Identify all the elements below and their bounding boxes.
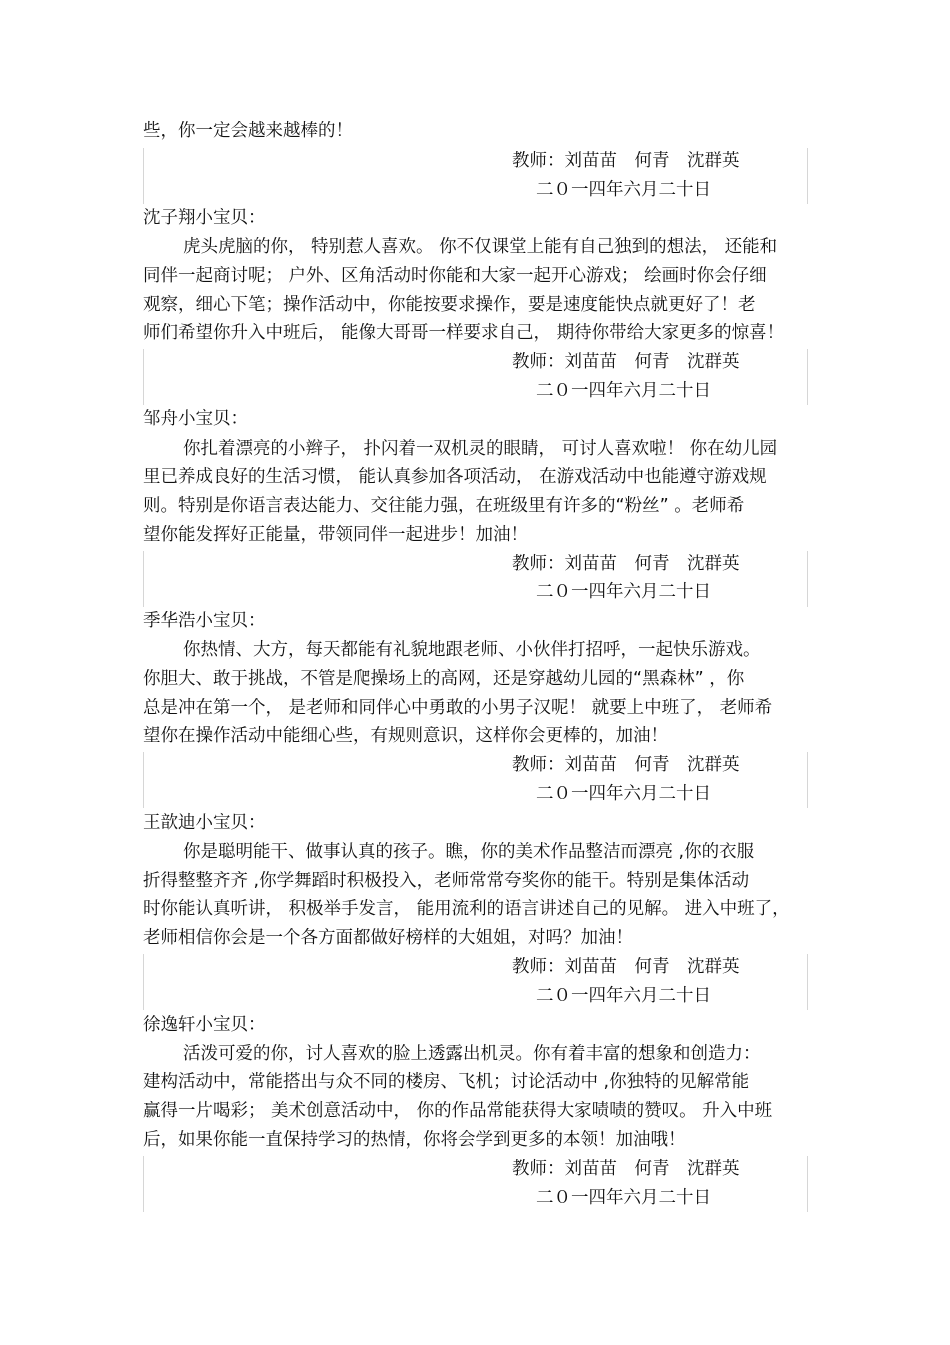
entry-name: 季华浩小宝贝： [143,611,266,631]
signature-date: 二０一四年六月二十日 [536,986,711,1006]
teacher-signature: 教师：刘苗苗 何青 沈群英 [512,554,740,574]
signature-date: 二０一四年六月二十日 [536,381,711,401]
entry-text-line: 观察，细心下笔；操作活动中，你能按要求操作，要是速度能快点就更好了！老 [143,295,756,315]
teacher-signature: 教师：刘苗苗 何青 沈群英 [512,755,740,775]
entry-text-line: 望你在操作活动中能细心些，有规则意识，这样你会更棒的，加油！ [143,726,668,746]
table-rule-right [807,954,808,1010]
entry-name: 徐逸轩小宝贝： [143,1015,266,1035]
entry-text-line: 望你能发挥好正能量，带领同伴一起进步！加油！ [143,525,528,545]
entry-text-line: 里已养成良好的生活习惯， 能认真参加各项活动， 在游戏活动中也能遵守游戏规 [143,467,767,487]
entry-text-line: 时你能认真听讲， 积极举手发言， 能用流利的语言讲述自己的见解。 进入中班了， [143,899,790,919]
entry-name: 王歆迪小宝贝： [143,813,266,833]
entry-text-line: 活泼可爱的你，讨人喜欢的脸上透露出机灵。你有着丰富的想象和创造力： [183,1044,761,1064]
table-rule-left [143,1156,144,1212]
signature-date: 二０一四年六月二十日 [536,180,711,200]
table-rule-left [143,349,144,405]
teacher-signature: 教师：刘苗苗 何青 沈群英 [512,1159,740,1179]
entry-name: 邹舟小宝贝： [143,409,248,429]
table-rule-left [143,954,144,1010]
entry-text-line: 折得整整齐齐 ,你学舞蹈时积极投入，老师常常夸奖你的能干。特别是集体活动 [143,871,750,891]
teacher-signature: 教师：刘苗苗 何青 沈群英 [512,352,740,372]
entry-text-line: 则。特别是你语言表达能力、交往能力强，在班级里有许多的“粉丝” 。老师希 [143,496,745,516]
entry-text-line: 同伴一起商讨呢； 户外、区角活动时你能和大家一起开心游戏； 绘画时你会仔细 [143,266,767,286]
entry-text-line: 你扎着漂亮的小辫子， 扑闪着一双机灵的眼睛， 可讨人喜欢啦！ 你在幼儿园 [183,439,778,459]
signature-date: 二０一四年六月二十日 [536,784,711,804]
signature-date: 二０一四年六月二十日 [536,1188,711,1208]
entry-text-line: 后，如果你能一直保持学习的热情，你将会学到更多的本领！加油哦！ [143,1130,686,1150]
signature-date: 二０一四年六月二十日 [536,582,711,602]
table-rule-left [143,551,144,607]
table-rule-right [807,1156,808,1212]
entry-text-line: 老师相信你会是一个各方面都做好榜样的大姐姐，对吗？加油！ [143,928,633,948]
intro-tail-text: 些，你一定会越来越棒的！ [143,121,353,141]
entry-text-line: 你是聪明能干、做事认真的孩子。瞧，你的美术作品整洁而漂亮 ,你的衣服 [183,842,755,862]
entry-text-line: 虎头虎脑的你， 特别惹人喜欢。 你不仅课堂上能有自己独到的想法， 还能和 [183,237,778,257]
table-rule-right [807,349,808,405]
entry-text-line: 你胆大、敢于挑战，不管是爬操场上的高网，还是穿越幼儿园的“黑森林” ，你 [143,669,745,689]
teacher-signature: 教师：刘苗苗 何青 沈群英 [512,957,740,977]
teacher-signature: 教师：刘苗苗 何青 沈群英 [512,151,740,171]
table-rule-right [807,752,808,808]
entry-text-line: 建构活动中，常能搭出与众不同的楼房、飞机；讨论活动中 ,你独特的见解常能 [143,1072,750,1092]
table-rule-right [807,148,808,204]
entry-text-line: 总是冲在第一个， 是老师和同伴心中勇敢的小男子汉呢！ 就要上中班了， 老师希 [143,698,773,718]
table-rule-left [143,148,144,204]
entry-text-line: 你热情、大方，每天都能有礼貌地跟老师、小伙伴打招呼，一起快乐游戏。 [183,640,761,660]
table-rule-right [807,551,808,607]
entry-text-line: 赢得一片喝彩； 美术创意活动中， 你的作品常能获得大家啧啧的赞叹。 升入中班 [143,1101,773,1121]
entry-text-line: 师们希望你升入中班后， 能像大哥哥一样要求自己， 期待你带给大家更多的惊喜！ [143,323,785,343]
entry-name: 沈子翔小宝贝： [143,208,266,228]
table-rule-left [143,752,144,808]
